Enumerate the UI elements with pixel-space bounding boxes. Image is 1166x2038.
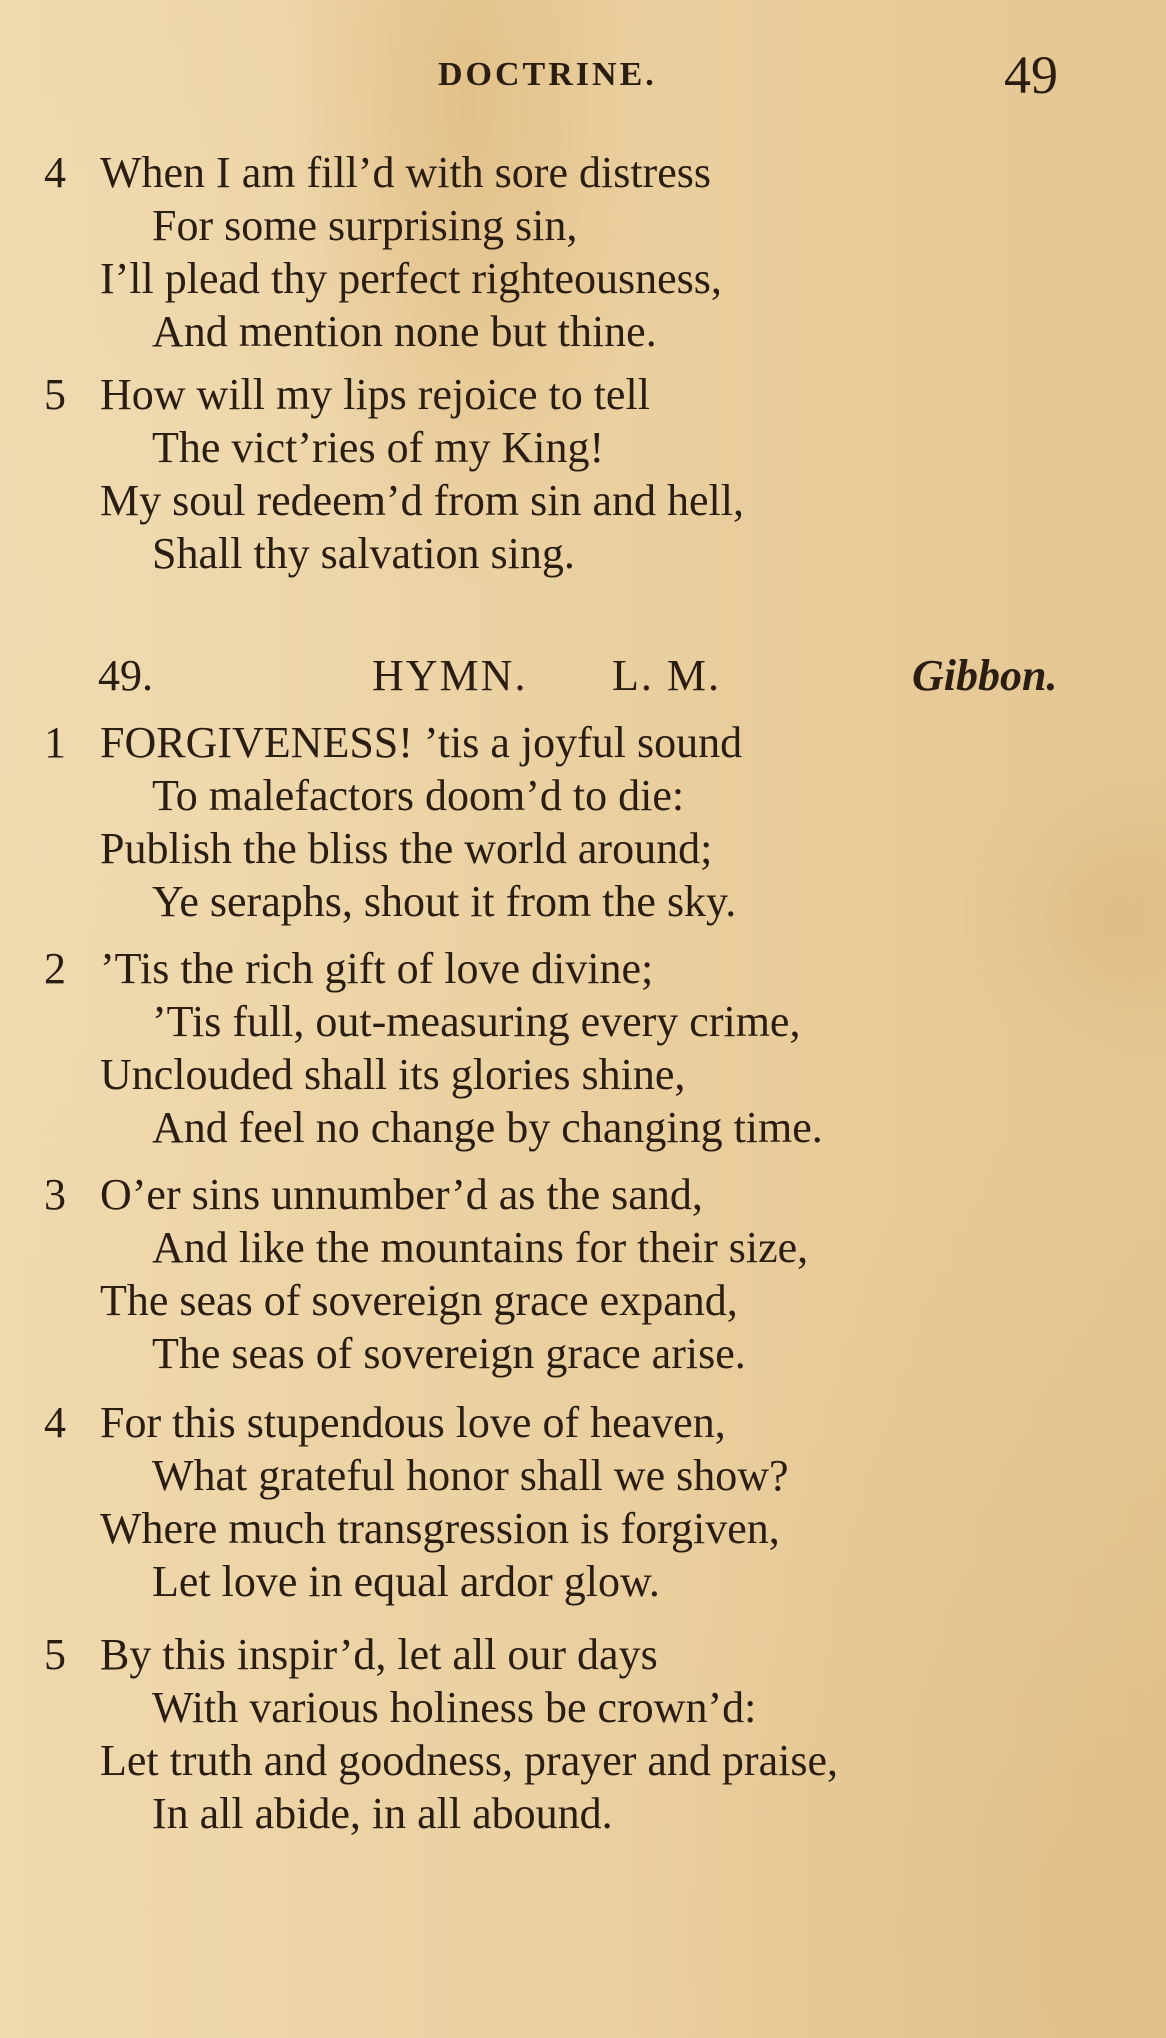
verse-line	[0, 1449, 1166, 1502]
verse-line-text: For some surprising sin,	[152, 201, 578, 250]
hymn-verse-2	[0, 942, 1166, 1154]
verse-line	[0, 1274, 1166, 1327]
verse-line-text: And feel no change by changing time.	[152, 1103, 823, 1152]
verse-line	[0, 1396, 1166, 1449]
verse-line-text: ’Tis the rich gift of love divine;	[100, 944, 654, 993]
verse-line-text: When I am fill’d with sore distress	[100, 148, 711, 197]
verse-5-previous-hymn	[0, 368, 1166, 580]
verse-number: 4	[44, 1398, 66, 1447]
verse-line-text: I’ll plead thy perfect righteousness,	[100, 254, 722, 303]
hymn-meter: L. M.	[612, 651, 721, 700]
verse-line	[0, 942, 1166, 995]
hymn-verse-3	[0, 1168, 1166, 1380]
verse-4-previous-hymn	[0, 146, 1166, 358]
verse-line	[0, 1787, 1166, 1840]
verse-line	[0, 822, 1166, 875]
verse-line	[0, 769, 1166, 822]
verse-line-text: Let truth and goodness, prayer and praise,	[100, 1736, 838, 1785]
verse-number: 5	[44, 370, 66, 419]
verse-line	[0, 995, 1166, 1048]
verse-line-text: By this inspir’d, let all our days	[100, 1630, 658, 1679]
page-number: 49	[1004, 45, 1058, 105]
verse-line-text: What grateful honor shall we show?	[152, 1451, 789, 1500]
verse-line-text: And mention none but thine.	[152, 307, 657, 356]
verse-number: 1	[44, 718, 66, 767]
verse-line-text: FORGIVENESS! ’tis a joyful sound	[100, 718, 743, 767]
verse-line-text: The vict’ries of my King!	[152, 423, 605, 472]
verse-line-text: ’Tis full, out-measuring every crime,	[152, 997, 801, 1046]
verse-line-text: Unclouded shall its glories shine,	[100, 1050, 686, 1099]
verse-line	[0, 716, 1166, 769]
hymn-author: Gibbon.	[912, 651, 1058, 700]
hymn-heading	[0, 646, 1166, 706]
verse-line	[0, 1681, 1166, 1734]
verse-line	[0, 368, 1166, 421]
verse-line	[0, 1327, 1166, 1380]
verse-line-text: Shall thy salvation sing.	[152, 529, 575, 578]
verse-line	[0, 875, 1166, 928]
verse-line	[0, 1101, 1166, 1154]
verse-line-text: Where much transgression is forgiven,	[100, 1504, 780, 1553]
running-head: DOCTRINE.	[438, 56, 657, 93]
hymn-verse-5	[0, 1628, 1166, 1840]
verse-line	[0, 199, 1166, 252]
verse-line-text: My soul redeem’d from sin and hell,	[100, 476, 744, 525]
hymn-title: HYMN.	[372, 651, 528, 700]
verse-line-text: To malefactors doom’d to die:	[152, 771, 685, 820]
verse-line	[0, 1168, 1166, 1221]
verse-line	[0, 1628, 1166, 1681]
page-header	[0, 45, 1166, 105]
verse-line-text: Ye seraphs, shout it from the sky.	[152, 877, 737, 926]
verse-line	[0, 1555, 1166, 1608]
hymn-verse-4	[0, 1396, 1166, 1608]
verse-line	[0, 421, 1166, 474]
verse-number: 2	[44, 944, 66, 993]
verse-line	[0, 1734, 1166, 1787]
verse-line-text: Publish the bliss the world around;	[100, 824, 713, 873]
verse-line-text: For this stupendous love of heaven,	[100, 1398, 726, 1447]
verse-line-text: Let love in equal ardor glow.	[152, 1557, 660, 1606]
verse-number: 3	[44, 1170, 66, 1219]
hymn-number: 49.	[98, 651, 153, 700]
verse-number: 4	[44, 148, 66, 197]
verse-line	[0, 146, 1166, 199]
verse-line-text: With various holiness be crown’d:	[152, 1683, 757, 1732]
verse-line	[0, 252, 1166, 305]
verse-line	[0, 474, 1166, 527]
verse-line	[0, 1221, 1166, 1274]
verse-number: 5	[44, 1630, 66, 1679]
verse-line-text: In all abide, in all abound.	[152, 1789, 613, 1838]
verse-line-text: O’er sins unnumber’d as the sand,	[100, 1170, 703, 1219]
verse-line-text: The seas of sovereign grace expand,	[100, 1276, 738, 1325]
verse-line-text: And like the mountains for their size,	[152, 1223, 809, 1272]
verse-line-text: The seas of sovereign grace arise.	[152, 1329, 746, 1378]
verse-line-text: How will my lips rejoice to tell	[100, 370, 650, 419]
verse-line	[0, 305, 1166, 358]
verse-line	[0, 1502, 1166, 1555]
hymn-verse-1	[0, 716, 1166, 928]
verse-line	[0, 1048, 1166, 1101]
verse-line	[0, 527, 1166, 580]
